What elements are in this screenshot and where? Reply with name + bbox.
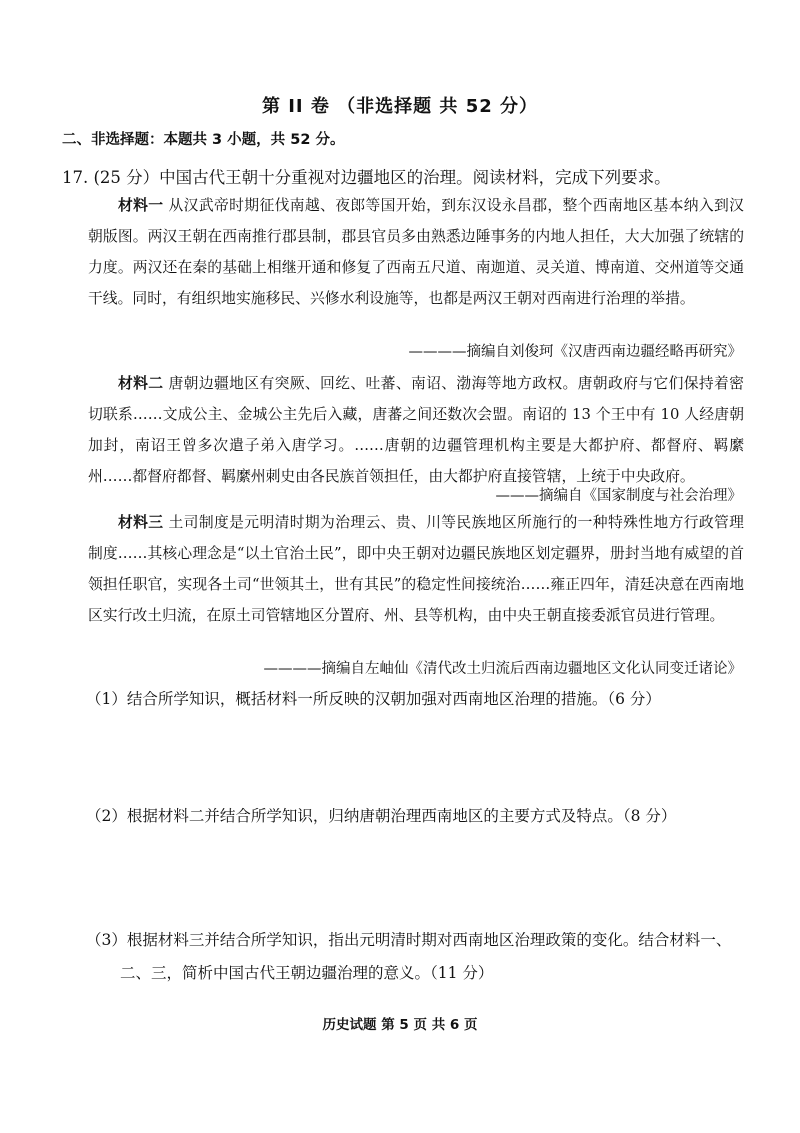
page-title: 第 II 卷 （非选择题 共 52 分） bbox=[261, 96, 539, 117]
subquestion-3-line2: 二、三，简析中国古代王朝边疆治理的意义。（11 分） bbox=[120, 964, 494, 982]
material-2-source: ———摘编自《国家制度与社会治理》 bbox=[495, 488, 742, 504]
section-heading: 二、非选择题：本题共 3 小题，共 52 分。 bbox=[62, 132, 345, 148]
subquestion-3 bbox=[86, 924, 752, 990]
material-3-label: 材料三 bbox=[118, 514, 164, 531]
material-2 bbox=[88, 368, 744, 492]
subquestion-1-text: （1）结合所学知识，概括材料一所反映的汉朝加强对西南地区治理的措施。（6 分） bbox=[86, 690, 661, 708]
subquestion-3-line1: （3）根据材料三并结合所学知识，指出元明清时期对西南地区治理政策的变化。结合材料一、 bbox=[86, 931, 732, 949]
material-1-source: ————摘编自刘俊珂《汉唐西南边疆经略再研究》 bbox=[408, 344, 742, 360]
material-1-text: 从汉武帝时期征伐南越、夜郎等国开始，到东汉设永昌郡，整个西南地区基本纳入到汉朝版图。两汉王朝在西南推行郡县制，郡县官员多由熟悉边陲事务的内地人担任，大大加强了统辖的力度。两汉还在秦的基础上相继开通和修复了西南五尺道、南迦道、灵关道、博南道、交州道等交通干线。同时，有组织地实施移民、兴修水利设施等，也都是两汉王朝对西南进行治理的举措。 bbox=[88, 197, 744, 307]
material-3-text: 土司制度是元明清时期为治理云、贵、川等民族地区所施行的一种特殊性地方行政管理制度……其核心理念是“以土官治土民”，即中央王朝对边疆民族地区划定疆界，册封当地有威望的首领担任职官，实现各土司“世领其土，世有其民”的稳定性间接统治……雍正四年，清廷决意在西南地区实行改土归流，在原土司管辖地区分置府、州、县等机构，由中央王朝直接委派官员进行管理。 bbox=[88, 514, 744, 624]
material-1 bbox=[88, 190, 744, 314]
material-2-text: 唐朝边疆地区有突厥、回纥、吐蕃、南诏、渤海等地方政权。唐朝政府与它们保持着密切联系……文成公主、金城公主先后入藏，唐蕃之间还数次会盟。南诏的 13 个王中有 10 人经唐朝加封，南诏王曾多次遣子弟入唐学习。……唐朝的边疆管理机构主要是大都护府、都督府、羁縻州……都督府都督、羁縻州刺史由各民族首领担任，由大都护府直接管辖，上统于中央政府。 bbox=[88, 375, 744, 485]
material-2-label: 材料二 bbox=[118, 375, 164, 392]
question-17-stem: 17. (25 分）中国古代王朝十分重视对边疆地区的治理。阅读材料，完成下列要求。 bbox=[62, 168, 671, 187]
subquestion-2 bbox=[86, 800, 752, 833]
material-3-source: ————摘编自左岫仙《清代改土归流后西南边疆地区文化认同变迁诸论》 bbox=[263, 661, 742, 677]
material-1-label: 材料一 bbox=[118, 197, 164, 214]
page-footer: 历史试题 第 5 页 共 6 页 bbox=[322, 1017, 478, 1033]
subquestion-2-text: （2）根据材料二并结合所学知识，归纳唐朝治理西南地区的主要方式及特点。（8 分） bbox=[86, 807, 677, 825]
material-3 bbox=[88, 507, 744, 631]
subquestion-1 bbox=[86, 683, 752, 716]
